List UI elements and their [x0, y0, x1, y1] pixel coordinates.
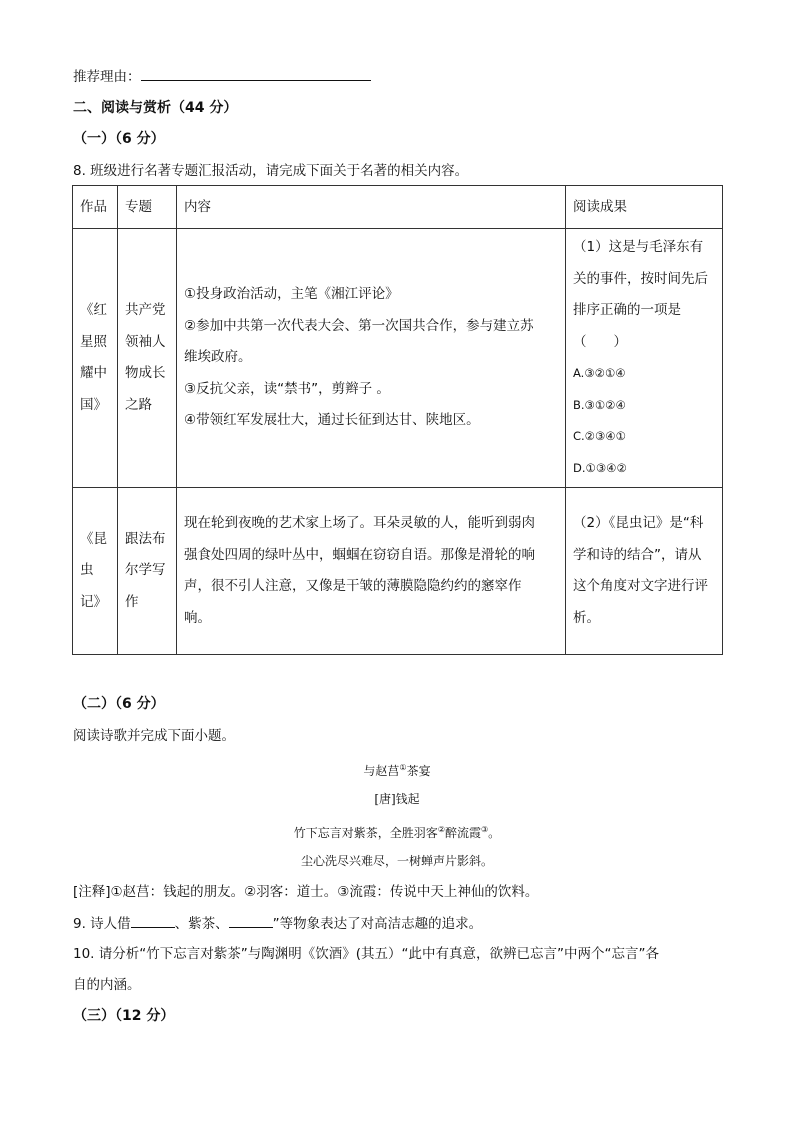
part3-title: （三）（12 分） [73, 1008, 175, 1024]
question-10-cont: 自的内涵。 [73, 977, 141, 993]
part1-title: （一）（6 分） [73, 131, 165, 147]
result-cell: （2）《昆虫记》是“科 学和诗的结合”，请从 这个角度对文字进行评 析。 [566, 488, 723, 655]
read-prompt: 阅读诗歌并完成下面小题。 [73, 728, 235, 744]
poem-notes: [注释]①赵莒：钱起的朋友。②羽客：道士。③流霞：传说中天上神仙的饮料。 [73, 884, 539, 900]
header-content: 内容 [177, 186, 566, 229]
header-topic: 专题 [118, 186, 177, 229]
recommend-reason-blank[interactable] [141, 66, 371, 81]
question-9: 9. 诗人借 、紫茶、 ”等物象表达了对高洁志趣的追求。 [73, 913, 482, 934]
header-work: 作品 [73, 186, 118, 229]
question-8: 8. 班级进行名著专题汇报活动，请完成下面关于名著的相关内容。 [73, 163, 469, 179]
content-cell: 现在轮到夜晚的艺术家上场了。耳朵灵敏的人，能听到弱肉 强食处四周的绿叶丛中，蝈蝈在窃窃自语。那像是滑轮的响 声，很不引人注意，又像是干皱的薄膜隐隐约约的窸窣作 响。 [177, 488, 566, 655]
table-row [73, 488, 723, 655]
q9-blank-1[interactable] [131, 913, 175, 928]
work-cell: 《红 星照 耀中 国》 [73, 229, 118, 488]
recommend-reason-line [73, 66, 371, 87]
option-a[interactable]: A.③②①④ [573, 366, 626, 380]
works-table [72, 185, 723, 655]
question-10: 10. 请分析“竹下忘言对紫茶”与陶渊明《饮酒》(其五）“此中有真意，欲辨已忘言”中两个“忘言”各 [73, 946, 659, 962]
topic-cell: 跟法布 尔学写 作 [118, 488, 177, 655]
table-header-row [73, 186, 723, 229]
part2-title: （二）（6 分） [73, 696, 165, 712]
result-cell: （1）这是与毛泽东有 关的事件，按时间先后 排序正确的一项是 （ ） A.③②①④ B.③①②④ C.②③④① D.①③④② [566, 229, 723, 488]
header-result: 阅读成果 [566, 186, 723, 229]
content-cell: ①投身政治活动，主笔《湘江评论》 ②参加中共第一次代表大会、第一次国共合作，参与建立苏 维埃政府。 ③反抗父亲，读“禁书”，剪辫子 。 ④带领红军发展壮大，通过长征到达甘、陕地区。 [177, 229, 566, 488]
q9-blank-2[interactable] [229, 913, 273, 928]
topic-cell: 共产党 领袖人 物成长 之路 [118, 229, 177, 488]
poem-line-2: 尘心洗尽兴难尽，一树蝉声片影斜。 [300, 854, 493, 868]
option-c[interactable]: C.②③④① [573, 429, 626, 443]
poem-title: 与赵莒①茶宴 [363, 763, 431, 778]
option-d[interactable]: D.①③④② [573, 460, 627, 475]
poem-author: [唐]钱起 [374, 792, 420, 806]
work-cell: 《昆 虫 记》 [73, 488, 118, 655]
poem-line-1: 竹下忘言对紫茶，全胜羽客②醉流霞③。 [293, 825, 501, 840]
table-row [73, 229, 723, 488]
option-b[interactable]: B.③①②④ [573, 397, 626, 412]
section2-title: 二、阅读与赏析（44 分） [73, 100, 238, 116]
recommend-reason-label: 推荐理由： [73, 69, 141, 85]
